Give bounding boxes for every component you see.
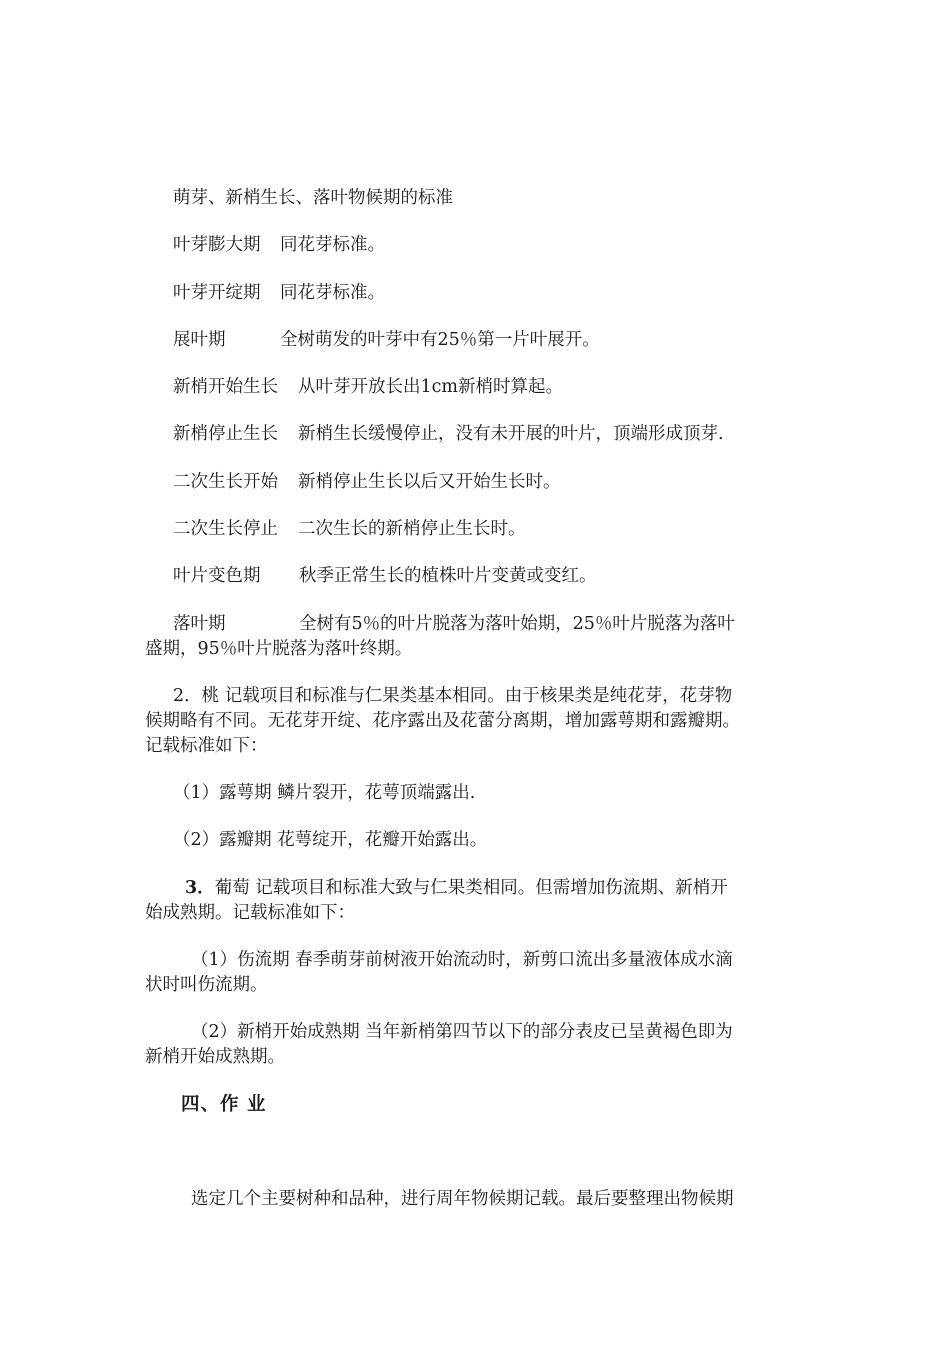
entry-desc: 同花芽标准。 bbox=[280, 235, 385, 255]
entry-desc: 全树萌发的叶芽中有25％第一片叶展开。 bbox=[280, 330, 600, 350]
entry-desc: 新梢停止生长以后又开始生长时。 bbox=[298, 472, 561, 492]
section-title: 萌芽、新梢生长、落叶物候期的标准 bbox=[173, 188, 453, 208]
entry-term: 新梢停止生长 bbox=[173, 424, 278, 444]
grape-paragraph-line bbox=[185, 876, 728, 900]
peach-paragraph-line: 2．桃 记载项目和标准与仁果类基本相同。由于核果类是纯花芽，花芽物 bbox=[173, 686, 733, 706]
entry-term: 展叶期 bbox=[173, 330, 226, 350]
leaf-fall-entry bbox=[173, 612, 735, 636]
phenology-entry bbox=[173, 422, 724, 446]
entry-term: 落叶期 bbox=[173, 614, 226, 634]
entry-desc: 同花芽标准。 bbox=[280, 283, 385, 303]
entry-term: 二次生长停止 bbox=[173, 519, 278, 539]
entry-term: 叶芽膨大期 bbox=[173, 235, 261, 255]
grape-text: 葡萄 记载项目和标准大致与仁果类相同。但需增加伤流期、新梢开 bbox=[214, 878, 728, 898]
grape-item: （1）伤流期 春季萌芽前树液开始流动时，新剪口流出多量液体成水滴 bbox=[191, 950, 733, 970]
entry-term: 叶芽开绽期 bbox=[173, 283, 261, 303]
grape-item: （2）新梢开始成熟期 当年新梢第四节以下的部分表皮已呈黄褐色即为 bbox=[191, 1022, 733, 1042]
phenology-entry bbox=[173, 470, 561, 494]
entry-desc: 秋季正常生长的植株叶片变黄或变红。 bbox=[299, 566, 597, 586]
entry-term: 新梢开始生长 bbox=[173, 377, 278, 397]
entry-desc: 从叶芽开放长出1cm新梢时算起。 bbox=[298, 377, 564, 397]
grape-item-continuation: 新梢开始成熟期。 bbox=[145, 1047, 285, 1067]
phenology-entry bbox=[173, 328, 600, 352]
phenology-entry bbox=[173, 564, 597, 588]
homework-text: 选定几个主要树种和品种，进行周年物候期记载。最后要整理出物候期 bbox=[191, 1189, 734, 1209]
peach-paragraph-line: 记载标准如下： bbox=[145, 736, 268, 756]
peach-paragraph-line: 候期略有不同。无花芽开绽、花序露出及花蕾分离期，增加露萼期和露瓣期。 bbox=[145, 711, 740, 731]
phenology-entry bbox=[173, 233, 385, 257]
entry-term: 二次生长开始 bbox=[173, 472, 278, 492]
phenology-entry bbox=[173, 375, 563, 399]
peach-item: （1）露萼期 鳞片裂开，花萼顶端露出. bbox=[173, 783, 476, 803]
grape-item-continuation: 状时叫伤流期。 bbox=[145, 975, 268, 995]
phenology-entry bbox=[173, 517, 526, 541]
leaf-fall-continuation: 盛期，95％叶片脱落为落叶终期。 bbox=[145, 639, 413, 659]
entry-desc: 全树有5％的叶片脱落为落叶始期，25％叶片脱落为落叶 bbox=[299, 614, 735, 634]
entry-desc: 新梢生长缓慢停止，没有未开展的叶片，顶端形成顶芽. bbox=[298, 424, 724, 444]
entry-term: 叶片变色期 bbox=[173, 566, 261, 586]
section-number: 3． bbox=[185, 878, 215, 898]
homework-heading: 四、作 业 bbox=[181, 1094, 267, 1115]
phenology-entry bbox=[173, 281, 385, 305]
grape-paragraph-line: 始成熟期。记载标准如下： bbox=[145, 903, 355, 923]
entry-desc: 二次生长的新梢停止生长时。 bbox=[298, 519, 526, 539]
peach-item: （2）露瓣期 花萼绽开，花瓣开始露出。 bbox=[173, 830, 488, 850]
